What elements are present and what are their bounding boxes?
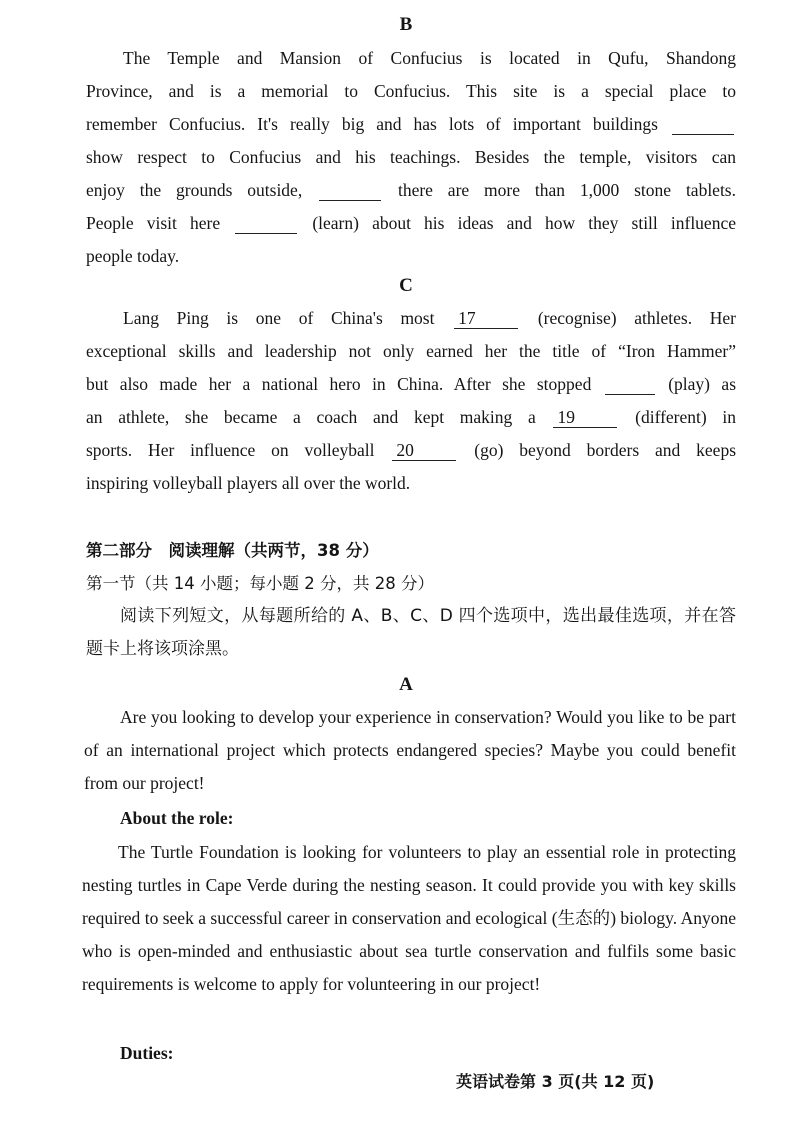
section-b-line: People visit here	[86, 213, 221, 233]
blank-19: 19	[553, 407, 617, 428]
section-c-line: exceptional skills and leadership not only earned her the title of “Iron Hammer”	[86, 341, 736, 361]
answer-blank	[235, 213, 297, 234]
section-b-line: remember Confucius. It's really big and has lots of important buildings	[86, 114, 658, 134]
section-b-line: people today.	[86, 246, 180, 266]
section-b-line: The Temple and Mansion of Confucius is located in Qufu, Shandong	[123, 48, 736, 68]
section-b-line: Province, and is a memorial to Confucius. This site is a special place to	[86, 81, 736, 101]
answer-blank	[672, 114, 734, 135]
reading-instructions: 阅读下列短文，从每题所给的 A、B、C、D 四个选项中，选出最佳选项，并在答题卡上将该项涂黑。	[86, 606, 736, 659]
section-b-line: show respect to Confucius and his teachings. Besides the temple, visitors can	[86, 147, 736, 167]
passage-a-intro: Are you looking to develop your experience in conservation? Would you like to be part of an international project which protects endangered species? Maybe you could benefit from our project!	[84, 707, 736, 793]
section-c-line: (go) beyond borders and keeps	[474, 440, 736, 460]
passage-a-letter: A	[399, 674, 413, 695]
section-b-line: enjoy the grounds outside,	[86, 180, 303, 200]
blank-17: 17	[454, 308, 518, 329]
section-c-line: (different) in	[635, 407, 737, 427]
section-b-line: there are more than 1,000 stone tablets.	[397, 180, 736, 200]
section-c-line: (recognise) athletes. Her	[537, 308, 736, 328]
section-b-passage	[86, 42, 736, 273]
duties-heading: Duties:	[120, 1043, 174, 1063]
section-c-line: an athlete, she became a coach and kept making a	[86, 407, 536, 427]
section-c-line: sports. Her influence on volleyball	[86, 440, 375, 460]
blank-20: 20	[392, 440, 456, 461]
about-role-text: The Turtle Foundation is looking for volunteers to play an essential role in protecting nesting turtles in Cape Verde during the nesting season. It could provide you with key skills required to seek a successful career in conservation and ecological (生态的) biology. Anyone who is open-minded and enthusiastic about sea turtle conservation and fulfils some basic requirements is welcome to apply for volunteering in our project!	[82, 842, 736, 994]
section-c-letter: C	[399, 275, 413, 296]
section-c-line: (play) as	[668, 374, 736, 394]
section-c-passage	[86, 302, 736, 500]
section-b-letter: B	[399, 14, 413, 35]
about-role-heading: About the role:	[120, 808, 234, 828]
section-c-line: but also made her a national hero in China. After she stopped	[86, 374, 592, 394]
section-b-line: (learn) about his ideas and how they still influence	[312, 213, 736, 233]
page-footer: 英语试卷第 3 页(共 12 页)	[456, 1072, 655, 1091]
section-one-heading: 第一节（共 14 小题；每小题 2 分，共 28 分）	[86, 574, 434, 593]
answer-blank	[319, 180, 381, 201]
section-c-line: Lang Ping is one of China's most	[123, 308, 435, 328]
answer-blank	[605, 374, 655, 395]
section-c-line: inspiring volleyball players all over the world.	[86, 473, 411, 493]
part-two-heading: 第二部分 阅读理解（共两节，38 分）	[86, 541, 379, 560]
